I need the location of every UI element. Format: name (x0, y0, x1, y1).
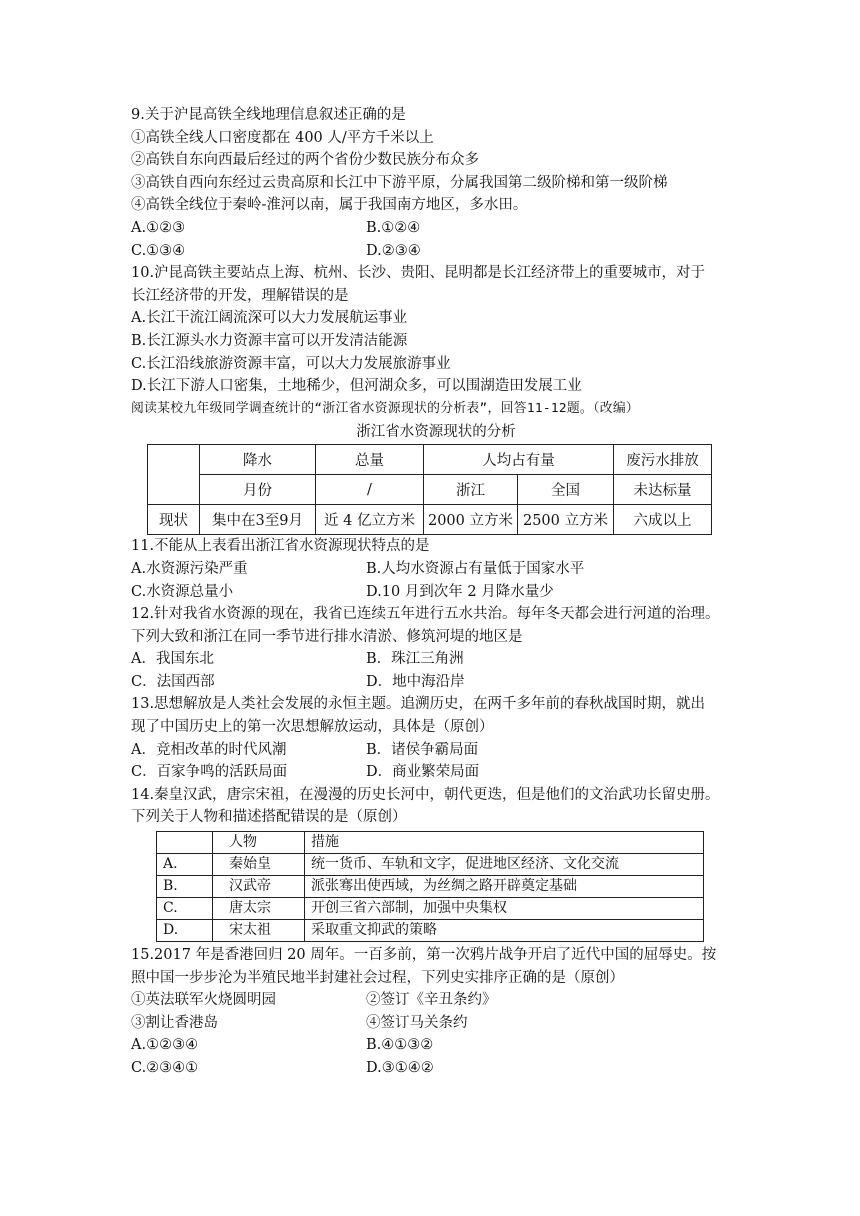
q14-stem-line-2: 下列关于人物和描述搭配错误的是（原创） (131, 809, 407, 826)
q15-option-d: D.③①④② (366, 1060, 434, 1076)
figures-row-person: 汉武帝 (213, 876, 305, 898)
table1-subheader-unqualified: 未达标量 (614, 475, 712, 505)
table-row (157, 876, 704, 898)
figures-row-measure: 采取重文抑武的策略 (305, 920, 704, 942)
figures-row-label: C. (157, 898, 213, 920)
q12-option-c: C．法国西部 (131, 673, 215, 690)
figures-row-person: 宋太祖 (213, 920, 305, 942)
q15-stem-line-2: 照中国一步步沦为半殖民地半封建社会过程，下列史实排序正确的是（原创） (131, 969, 624, 986)
table1-header-total: 总量 (316, 445, 424, 475)
table1-subheader-month: 月份 (200, 475, 316, 505)
q10-option-d: D.长江下游人口密集，土地稀少，但河湖众多，可以围湖造田发展工业 (131, 378, 582, 395)
q9-item-1: ①高铁全线人口密度都在 400 人/平方千米以上 (131, 129, 434, 146)
q15-options-row-2 (131, 1057, 731, 1080)
q15-item-1: ①英法联军火烧圆明园 (131, 992, 276, 1009)
q9-option-b: B.①②④ (366, 219, 421, 236)
q12-option-b: B．珠江三角洲 (366, 651, 464, 668)
q12-options-row-1 (131, 648, 731, 671)
table1-cell: 现状 (148, 505, 200, 535)
figures-table (156, 831, 704, 942)
table1-header-row-1 (148, 445, 712, 475)
q15-option-a: A.①②③④ (131, 1037, 199, 1054)
q9-options-row-1 (131, 217, 731, 240)
water-resource-table (147, 444, 712, 535)
q12-options-row-2 (131, 671, 731, 694)
q12-stem-line-2: 下列大致和浙江在同一季节进行排水清淤、修筑河堤的地区是 (131, 628, 523, 645)
q9-item-3: ③高铁自西向东经过云贵高原和长江中下游平原，分属我国第二级阶梯和第一级阶梯 (131, 174, 668, 191)
figures-row-measure: 统一货币、车轨和文字，促进地区经济、文化交流 (305, 854, 704, 876)
q15-option-b: B.④①③② (366, 1037, 434, 1054)
q15-stem-line-1: 15.2017 年是香港回归 20 周年。一百多前，第一次鸦片战争开启了近代中国的屈辱史。按 (131, 947, 717, 964)
q10-option-a: A.长江干流江阔流深可以大力发展航运事业 (131, 310, 408, 327)
q10-stem-line-2: 长江经济带的开发，理解错误的是 (131, 287, 349, 304)
table1-subheader-zhejiang: 浙江 (424, 475, 518, 505)
q10-stem-line-1: 10.沪昆高铁主要站点上海、杭州、长沙、贵阳、昆明都是长江经济带上的重要城市，对于 (131, 265, 706, 282)
q13-option-c: C．百家争鸣的活跃局面 (131, 764, 288, 781)
figures-row-measure: 开创三省六部制，加强中央集权 (305, 898, 704, 920)
q14-stem-line-1: 14.秦皇汉武，唐宗宋祖，在漫漫的历史长河中，朝代更迭，但是他们的文治武功长留史册。 (131, 786, 720, 803)
q15-options-row-1 (131, 1034, 731, 1057)
table1-header-per-capita: 人均占有量 (424, 445, 614, 475)
table1-subheader-slash: / (316, 475, 424, 505)
table1-caption: 浙江省水资源现状的分析 (356, 424, 516, 441)
q9-stem: 9.关于沪昆高铁全线地理信息叙述正确的是 (131, 107, 406, 123)
q11-option-c: C.水资源总量小 (131, 583, 234, 600)
q9-item-4: ④高铁全线位于秦岭-淮河以南，属于我国南方地区，多水田。 (131, 197, 528, 214)
q10-option-b: B.长江源头水力资源丰富可以开发清洁能源 (131, 332, 408, 349)
q13-stem-line-2: 现了中国历史上的第一次思想解放运动，具体是（原创） (131, 719, 494, 736)
figures-row-label: A. (157, 854, 213, 876)
q13-options-row-2 (131, 761, 731, 784)
table1-header-row-2 (148, 475, 712, 505)
figures-table-header-measure: 措施 (305, 832, 704, 854)
figures-table-header (157, 832, 704, 854)
q11-options-row-2 (131, 581, 731, 604)
table1-corner-cell (148, 445, 200, 505)
q15-item-2: ②签订《辛丑条约》 (366, 992, 497, 1009)
figures-table-header-person: 人物 (213, 832, 305, 854)
table1-subheader-national: 全国 (518, 475, 614, 505)
q13-options-row-1 (131, 739, 731, 762)
q15-item-4: ④签订马关条约 (366, 1014, 468, 1031)
q13-option-d: D．商业繁荣局面 (366, 764, 480, 781)
q9-option-d: D.②③④ (366, 242, 421, 259)
table-row (157, 898, 704, 920)
q10-option-c: C.长江沿线旅游资源丰富，可以大力发展旅游事业 (131, 355, 451, 372)
q12-stem-line-1: 12.针对我省水资源的现在，我省已连续五年进行五水共治。每年冬天都会进行河道的治理。 (131, 606, 720, 623)
q13-option-b: B．诸侯争霸局面 (366, 741, 479, 758)
table1-header-precipitation: 降水 (200, 445, 316, 475)
table1-header-wastewater: 废污水排放 (614, 445, 712, 475)
table1-cell: 集中在3至9月 (200, 505, 316, 535)
q13-option-a: A．竞相改革的时代风潮 (131, 741, 287, 758)
reading-note: 阅读某校九年级同学调查统计的“浙江省水资源现状的分析表”，回答11-12题。（改编） (131, 400, 640, 416)
q11-option-a: A.水资源污染严重 (131, 560, 248, 577)
q13-stem-line-1: 13.思想解放是人类社会发展的永恒主题。追溯历史，在两千多年前的春秋战国时期，就出 (131, 696, 706, 713)
table-row (157, 920, 704, 942)
table-row (157, 854, 704, 876)
table1-cell: 近 4 亿立方米 (316, 505, 424, 535)
q9-option-a: A.①②③ (131, 219, 186, 236)
q15-item-3: ③割让香港岛 (131, 1014, 218, 1031)
table1-cell: 六成以上 (614, 505, 712, 535)
figures-row-label: D. (157, 920, 213, 942)
q11-option-d: D.10 月到次年 2 月降水量少 (366, 583, 554, 600)
q9-option-c: C.①③④ (131, 242, 186, 259)
figures-table-header-blank (157, 832, 213, 854)
q11-stem: 11.不能从上表看出浙江省水资源现状特点的是 (131, 538, 430, 555)
q12-option-d: D．地中海沿岸 (366, 673, 465, 690)
figures-row-label: B. (157, 876, 213, 898)
table1-cell: 2000 立方米 (424, 505, 518, 535)
q15-items-row-2 (131, 1012, 731, 1035)
q9-item-2: ②高铁自东向西最后经过的两个省份少数民族分布众多 (131, 152, 479, 169)
q11-option-b: B.人均水资源占有量低于国家水平 (366, 560, 585, 577)
figures-row-person: 秦始皇 (213, 854, 305, 876)
table1-cell: 2500 立方米 (518, 505, 614, 535)
q15-items-row-1 (131, 989, 731, 1012)
q11-options-row-1 (131, 558, 731, 581)
exam-page (131, 104, 731, 1080)
figures-row-measure: 派张骞出使西域，为丝绸之路开辟奠定基础 (305, 876, 704, 898)
q15-option-c: C.②③④① (131, 1060, 199, 1076)
q9-options-row-2 (131, 240, 731, 263)
q12-option-a: A．我国东北 (131, 651, 214, 668)
figures-row-person: 唐太宗 (213, 898, 305, 920)
table1-data-row (148, 505, 712, 535)
